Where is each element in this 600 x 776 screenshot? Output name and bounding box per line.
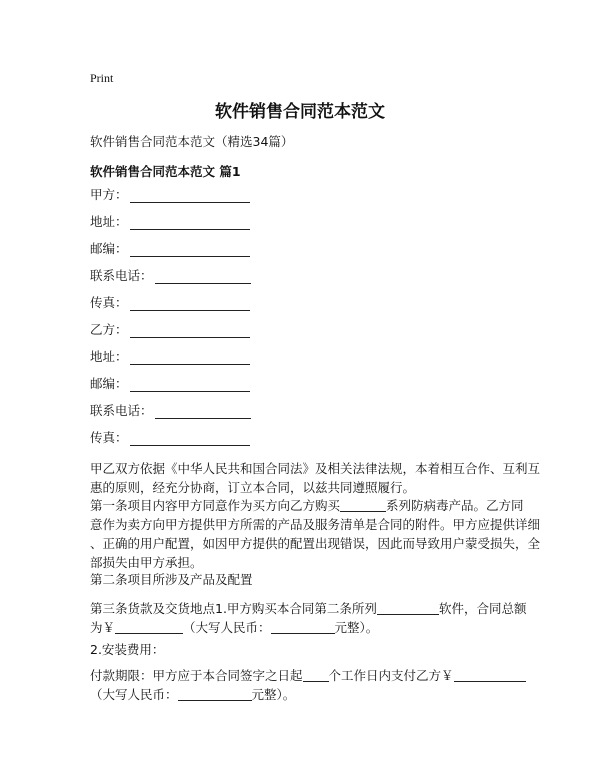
blank-line — [303, 668, 329, 682]
text-segment: 第三条货款及交货地点1.甲方购买本合同第二条所列 — [90, 601, 377, 616]
payment-paragraph — [90, 666, 518, 704]
field-address-a — [90, 212, 250, 230]
field-blank-line — [130, 215, 250, 230]
field-phone-b — [90, 401, 251, 419]
text-segment: 个工作日内支付乙方￥ — [328, 668, 454, 683]
paragraph-line — [90, 666, 518, 685]
paragraph-line: 、正确的用户配置，如因甲方提供的配置出现错误，因此而导致用户蒙受损失，全 — [90, 536, 541, 551]
field-label: 地址： — [90, 214, 128, 229]
field-label: 乙方： — [90, 322, 128, 337]
field-blank-line — [130, 242, 250, 257]
paragraph-line: 意作为卖方向甲方提供甲方所需的产品及服务清单是合同的附件。甲方应提供详细 — [90, 517, 541, 532]
text-segment: 第一条项目内容甲方同意作为买方向乙方购买 — [90, 498, 341, 513]
field-label: 邮编： — [90, 241, 128, 256]
field-blank-line — [130, 323, 250, 338]
paragraph-line — [90, 685, 518, 704]
install-fee-label: 2.安装费用： — [90, 642, 165, 657]
text-segment: 软件，合同总额 — [438, 601, 527, 616]
field-postcode-b — [90, 374, 250, 392]
blank-line — [377, 601, 439, 615]
field-blank-line — [155, 269, 251, 284]
field-label: 传真： — [90, 295, 128, 310]
intro-paragraph — [90, 459, 541, 497]
blank-line — [178, 687, 252, 701]
paragraph-line — [90, 618, 518, 637]
print-label: Print — [90, 71, 114, 85]
field-label: 甲方： — [90, 187, 128, 202]
paragraph-line — [90, 496, 524, 515]
field-blank-line — [130, 431, 250, 446]
blank-line — [115, 620, 183, 634]
text-segment: 付款期限：甲方应于本合同签字之日起 — [90, 668, 303, 683]
paragraph-line: 惠的原则，经充分协商，订立本合同，以兹共同遵照履行。 — [90, 480, 416, 495]
field-party-b — [90, 320, 250, 338]
field-party-a — [90, 185, 250, 203]
article-1-paragraph — [90, 496, 541, 572]
field-fax-b — [90, 428, 250, 446]
field-blank-line — [130, 188, 250, 203]
field-label: 联系电话： — [90, 403, 153, 418]
field-phone-a — [90, 266, 251, 284]
article-2-heading: 第二条项目所涉及产品及配置 — [90, 572, 253, 587]
text-segment: 元整）。 — [334, 620, 379, 635]
text-segment: 为￥ — [90, 620, 116, 635]
field-address-b — [90, 347, 250, 365]
text-segment: 元整）。 — [251, 687, 296, 702]
article-3-paragraph — [90, 599, 527, 637]
field-blank-line — [130, 350, 250, 365]
text-segment: （大写人民币： — [183, 620, 271, 635]
paragraph-line: 部损失由甲方承担。 — [90, 555, 203, 570]
document-subtitle: 软件销售合同范本范文（精选34篇） — [90, 134, 294, 149]
blank-line — [271, 620, 335, 634]
field-label: 地址： — [90, 349, 128, 364]
paragraph-line: 甲乙双方依据《中华人民共和国合同法》及相关法律法规，本着相互合作、互利互 — [90, 461, 541, 476]
field-blank-line — [130, 296, 250, 311]
text-segment: （大写人民币： — [90, 687, 178, 702]
section-heading: 软件销售合同范本范文 篇1 — [90, 164, 241, 179]
field-fax-a — [90, 293, 250, 311]
field-label: 联系电话： — [90, 268, 153, 283]
field-blank-line — [130, 377, 250, 392]
blank-line — [340, 498, 386, 512]
field-blank-line — [155, 404, 251, 419]
field-label: 传真： — [90, 430, 128, 445]
document-title: 软件销售合同范本范文 — [215, 102, 385, 122]
field-postcode-a — [90, 239, 250, 257]
field-label: 邮编： — [90, 376, 128, 391]
text-segment: 系列防病毒产品。乙方同 — [386, 498, 524, 513]
blank-line — [454, 668, 526, 682]
paragraph-line — [90, 599, 527, 618]
